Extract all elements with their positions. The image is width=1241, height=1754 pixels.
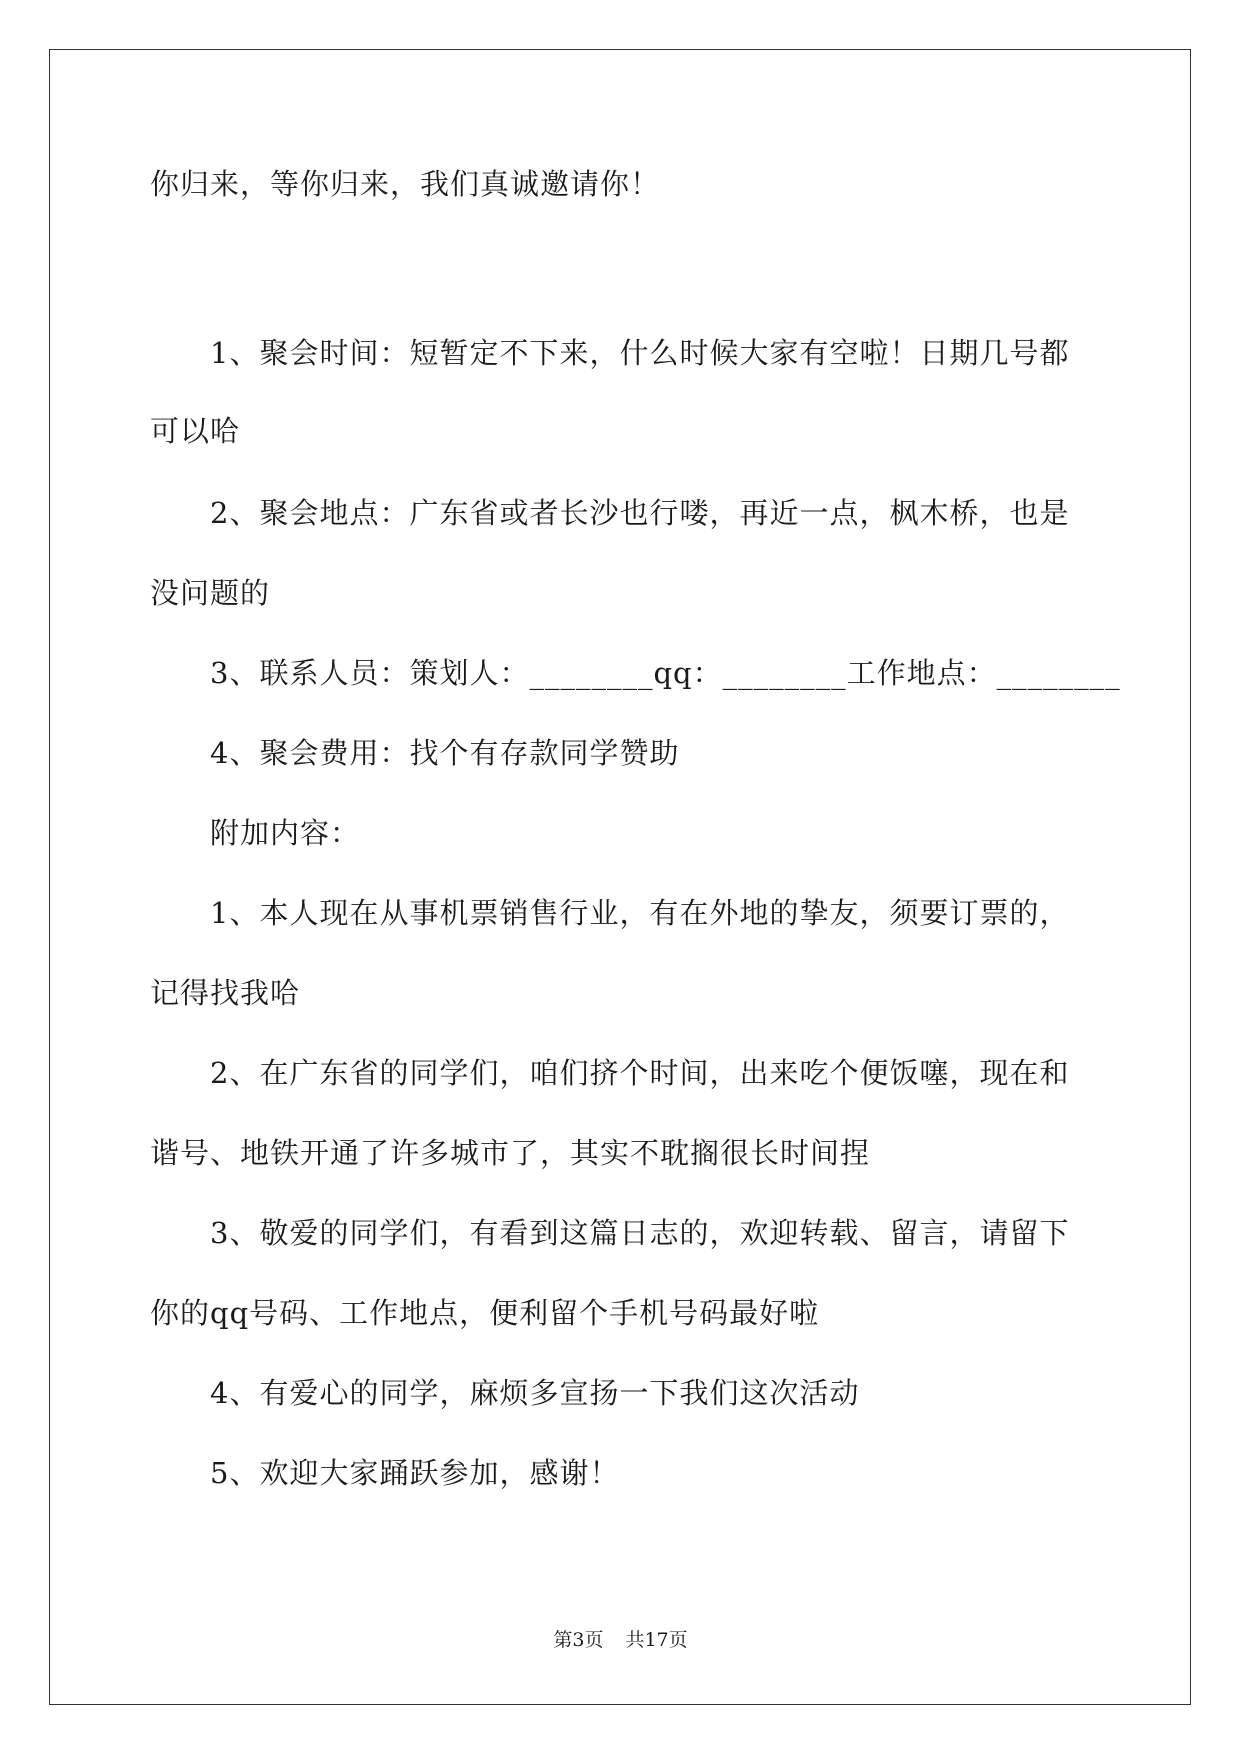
page-total: 共17页 (625, 1629, 688, 1651)
body-line-12: 谐号、地铁开通了许多城市了，其实不耽搁很长时间捏 (150, 1136, 871, 1170)
body-line-11: 2、在广东省的同学们，咱们挤个时间，出来吃个便饭噻，现在和 (210, 1056, 1070, 1090)
body-line-15: 4、有爱心的同学，麻烦多宣扬一下我们这次活动 (210, 1376, 860, 1410)
body-line-4: 2、聚会地点：广东省或者长沙也行喽，再近一点，枫木桥，也是 (210, 496, 1070, 530)
body-line-1: 你归来，等你归来，我们真诚邀请你！ (150, 167, 661, 201)
contact-line: 3、联系人员：策划人：________qq：________工作地点：________ (210, 656, 1121, 690)
appendix-heading: 附加内容： (210, 816, 361, 850)
body-line-10: 记得找我哈 (150, 976, 301, 1010)
body-line-13: 3、敬爱的同学们，有看到这篇日志的，欢迎转载、留言，请留下 (210, 1216, 1070, 1250)
body-line-2: 1、聚会时间：短暂定不下来，什么时候大家有空啦！日期几号都 (210, 336, 1070, 370)
body-line-7: 4、聚会费用：找个有存款同学赞助 (210, 736, 680, 770)
body-line-14: 你的qq号码、工作地点，便利留个手机号码最好啦 (150, 1296, 820, 1330)
page-footer (0, 1627, 1241, 1653)
page-number: 第3页 (553, 1629, 604, 1651)
body-line-16: 5、欢迎大家踊跃参加，感谢！ (210, 1456, 620, 1490)
body-line-3: 可以哈 (150, 414, 241, 448)
body-line-5: 没问题的 (150, 576, 271, 610)
body-line-9: 1、本人现在从事机票销售行业，有在外地的挚友，须要订票的， (210, 896, 1070, 930)
